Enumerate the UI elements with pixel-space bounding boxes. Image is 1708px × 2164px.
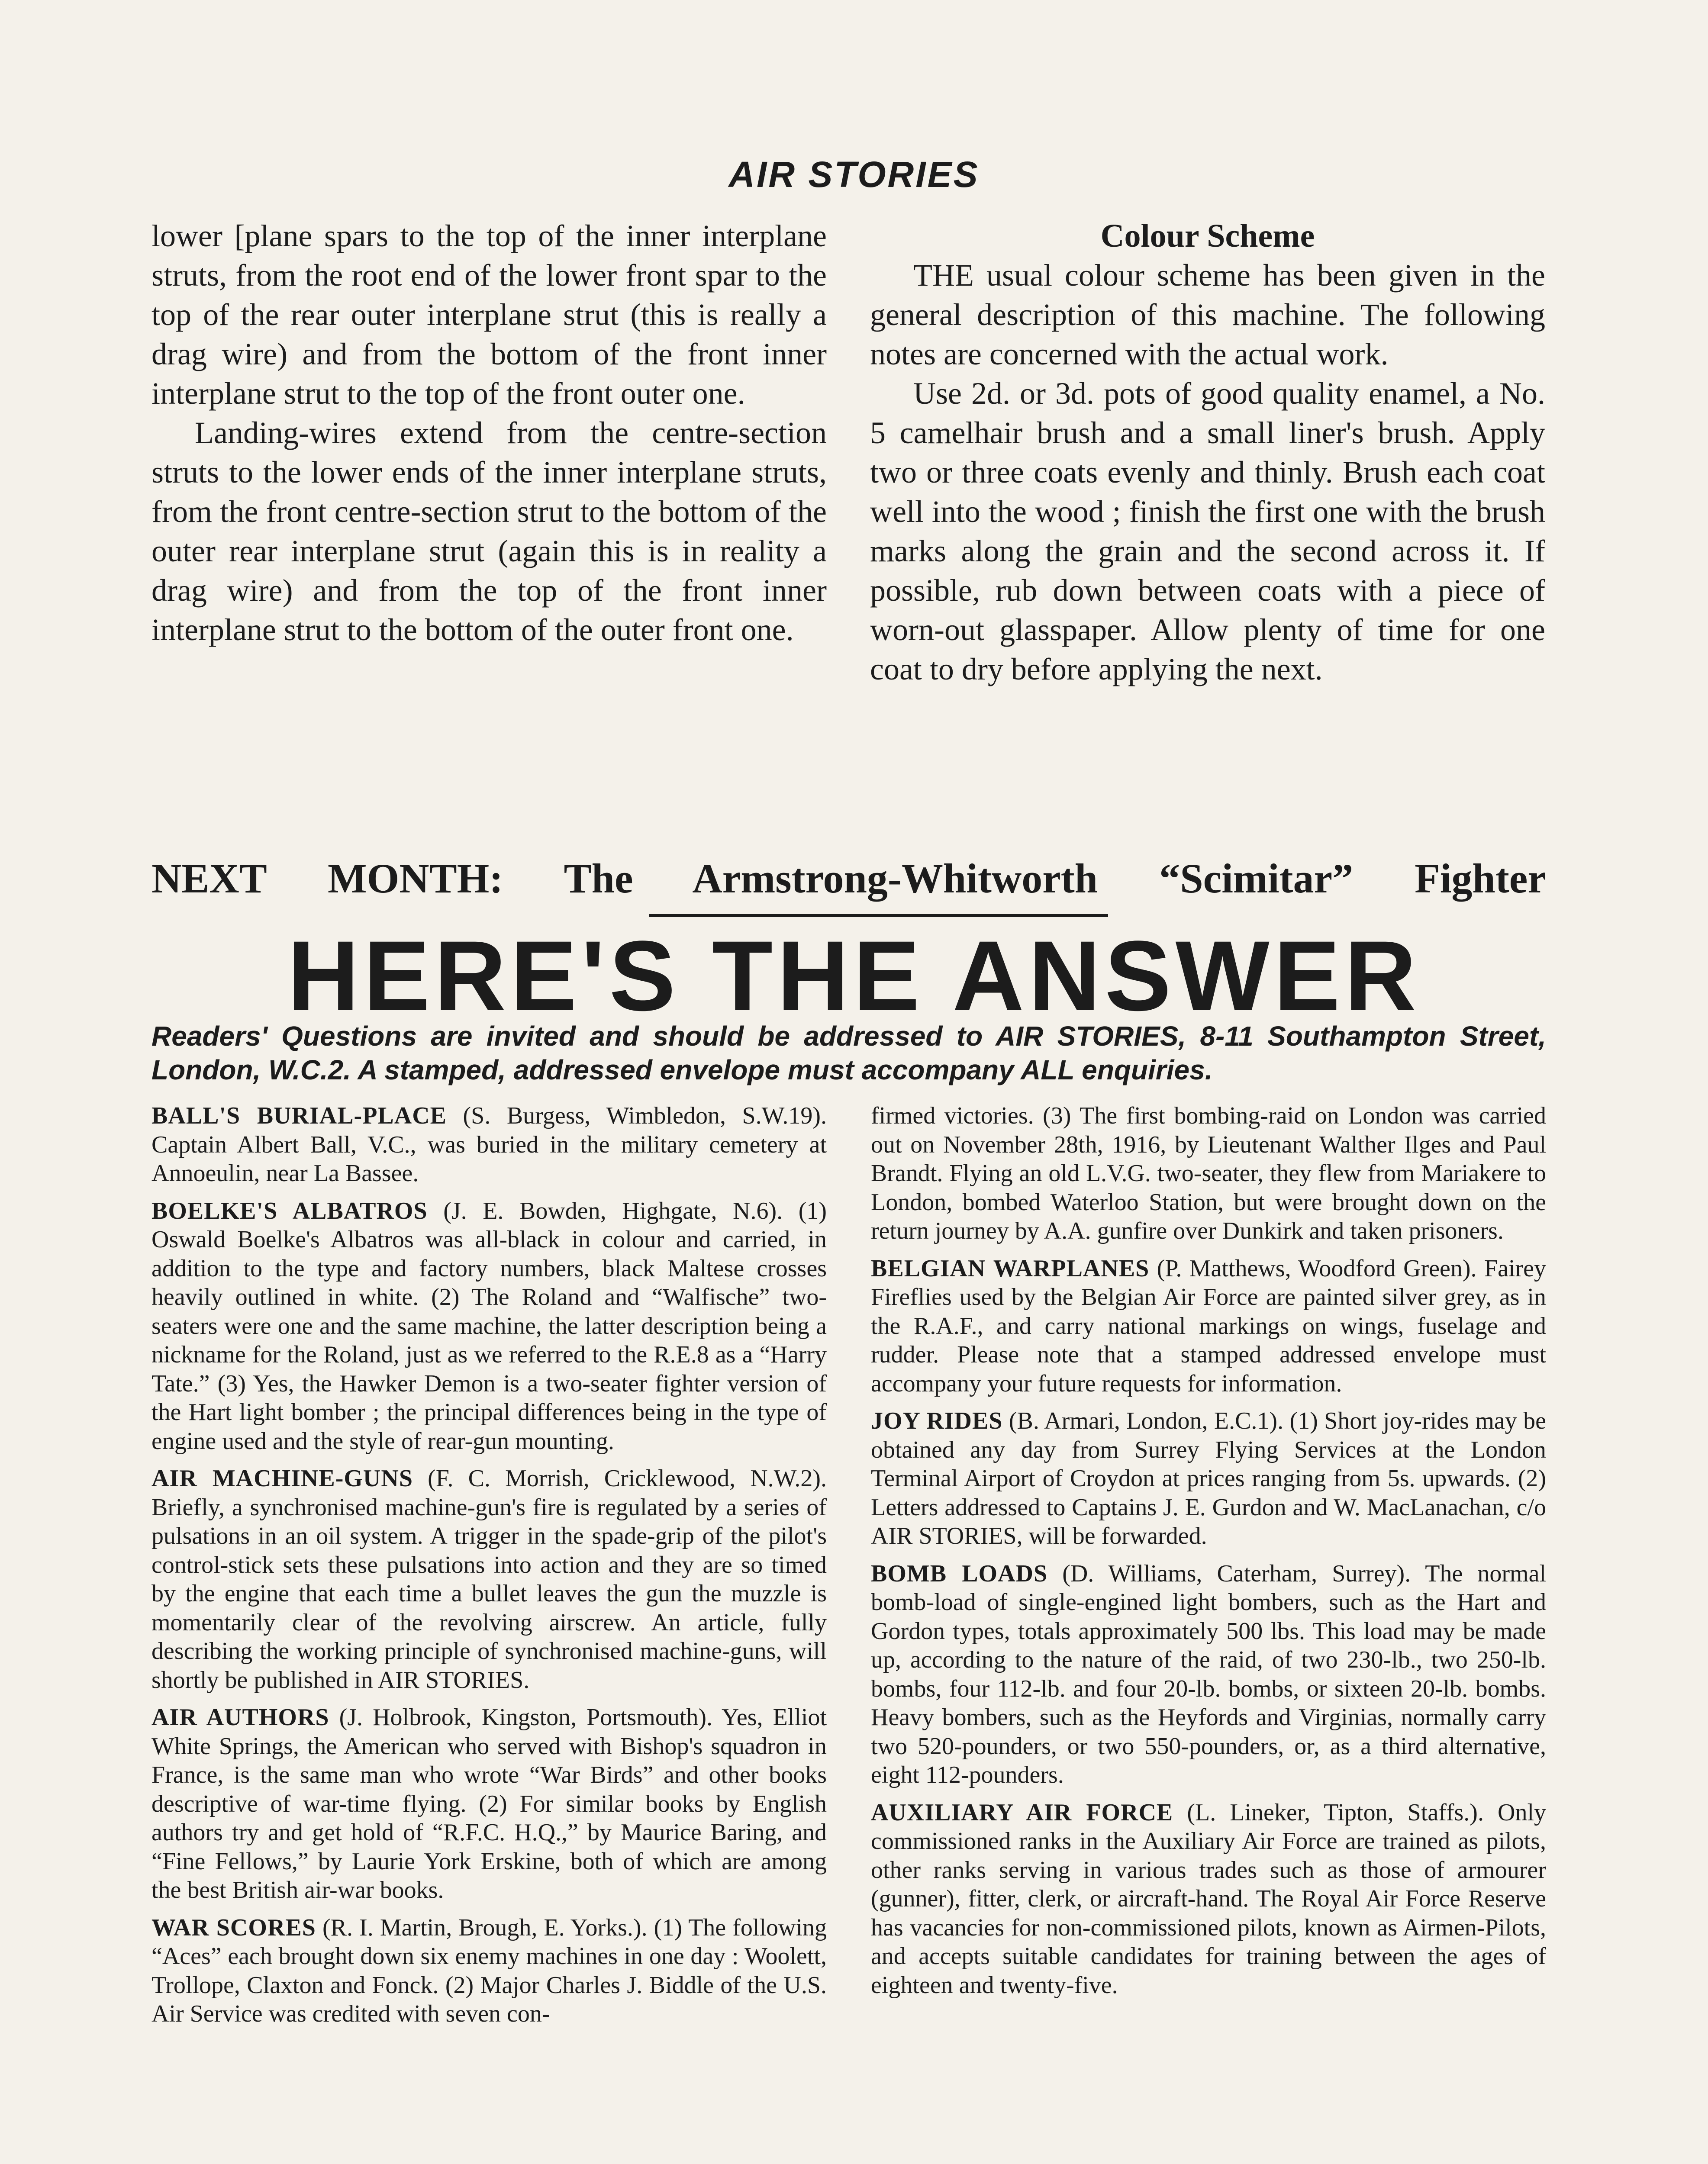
answer-heading: BELGIAN WARPLANES	[871, 1255, 1150, 1282]
article-paragraph: lower [plane spars to the top of the inner interplane struts, from the root end of the lower front spar to the top of the rear outer interplane strut (this is really a drag wire) and from the bottom of the front inner interplane strut to the top of the front outer one.	[151, 219, 827, 411]
answer-item	[151, 1913, 827, 2029]
article-paragraph: Landing-wires extend from the centre-section struts to the lower ends of the inner interplane struts, from the front centre-section strut to the bottom of the outer rear interplane strut (again this is in reality a drag wire) and from the top of the front inner interplane strut to the bottom of the outer front one.	[151, 415, 827, 647]
article-paragraph: Use 2d. or 3d. pots of good quality enamel, a No. 5 camelhair brush and a small liner's brush. Apply two or three coats evenly and thinly. Brush each coat well into the wood ; finish the first one with the brush marks along the grain and the second across it. If possible, rub down between coats with a piece of worn-out glasspaper. Allow plenty of time for one coat to dry before applying the next.	[870, 376, 1545, 686]
answer-item	[151, 1703, 827, 1905]
next-month-banner: NEXT MONTH: The Armstrong-Whitworth “Scimitar” Fighter	[151, 855, 1546, 902]
answer-heading: AUXILIARY AIR FORCE	[871, 1799, 1173, 1826]
answer-item	[871, 1254, 1546, 1398]
answer-body: (S. Burgess, Wimbledon, S.W.19). Captain Albert Ball, V.C., was buried in the military cemetery at Annoeulin, near La Bassee.	[151, 1102, 827, 1187]
running-title: AIR STORIES	[728, 154, 980, 195]
section-heading: Colour Scheme	[1100, 218, 1315, 254]
answers-left-column	[151, 1101, 827, 2037]
answer-heading: JOY RIDES	[871, 1407, 1003, 1434]
answer-item	[151, 1464, 827, 1694]
answer-body: (R. I. Martin, Brough, E. Yorks.). (1) The following “Aces” each brought down six enemy machines in one day : Woolett, Trollope, Claxton and Fonck. (2) Major Charles J. Biddle of the U.S. Air Service was credited with seven con-	[151, 1914, 827, 2027]
divider-rule	[649, 914, 1108, 917]
answer-body: (J. Holbrook, Kingston, Portsmouth). Yes, Elliot White Springs, the American who served with Bishop's squadron in France, is the same man who wrote “War Birds” and other books descriptive of war-time flying. (2) For similar books by English authors try and get hold of “R.F.C. H.Q.,” by Maurice Baring, and “Fine Fellows,” by Laurie York Erskine, both of which are among the best British air-war books.	[151, 1704, 827, 1903]
answer-body: (B. Armari, London, E.C.1). (1) Short joy-rides may be obtained any day from Surrey Flying Services at the London Terminal Airport of Croydon at prices ranging from 5s. upwards. (2) Letters addressed to Captains J. E. Gurdon and W. MacLanachan, c/o AIR STORIES, will be forwarded.	[871, 1407, 1547, 1549]
answer-heading: BOELKE'S ALBATROS	[151, 1197, 428, 1224]
article-left-column	[151, 216, 827, 650]
answer-heading: WAR SCORES	[151, 1914, 316, 1941]
article-paragraph: THE usual colour scheme has been given in the general description of this machine. The following notes are concerned with the actual work.	[870, 258, 1545, 371]
answer-item	[871, 1798, 1546, 2000]
article-right-column	[870, 216, 1545, 689]
answer-heading: AIR AUTHORS	[151, 1704, 329, 1731]
answers-intro: Readers' Questions are invited and should be addressed to AIR STORIES, 8-11 Southampton Street, London, W.C.2. A stamped, addressed envelope must accompany ALL enquiries.	[151, 1021, 1546, 1085]
answer-heading: BALL'S BURIAL-PLACE	[151, 1102, 447, 1129]
answer-continuation: firmed victories. (3) The first bombing-raid on London was carried out on November 28th, 1916, by Lieutenant Walther Ilges and Paul Brandt. Flying an old L.V.G. two-seater, they flew from Mariakere to London, bombed Waterloo Station, but were brought down on the return journey by A.A. gunfire over Dunkirk and taken prisoners.	[871, 1102, 1546, 1244]
answer-item	[151, 1101, 827, 1188]
answer-item	[871, 1407, 1546, 1551]
answer-body: (L. Lineker, Tipton, Staffs.). Only commissioned ranks in the Auxiliary Air Force are trained as pilots, other ranks serving in various trades such as those of armourer (gunner), fitter, clerk, or aircraft-hand. The Royal Air Force Reserve has vacancies for non-commissioned pilots, known as Airmen-Pilots, and accepts suitable candidates for training between the ages of eighteen and twenty-five.	[871, 1799, 1547, 1999]
answer-body: (J. E. Bowden, Highgate, N.6). (1) Oswald Boelke's Albatros was all-black in colour and carried, in addition to the type and factory numbers, black Maltese crosses heavily outlined in white. (2) The Roland and “Walfische” two-seaters were one and the same machine, the latter description being a nickname for the Roland, just as we referred to the R.E.8 as a “Harry Tate.” (3) Yes, the Hawker Demon is a two-seater fighter version of the Hart light bomber ; the principal differences being in the type of engine used and the style of rear-gun mounting.	[151, 1197, 827, 1455]
answer-item	[871, 1559, 1546, 1790]
answer-heading: BOMB LOADS	[871, 1560, 1048, 1587]
answer-heading: AIR MACHINE-GUNS	[151, 1465, 413, 1492]
answers-title: HERE'S THE ANSWER	[287, 920, 1421, 1031]
answers-right-column	[871, 1101, 1546, 2008]
answer-body: (P. Matthews, Woodford Green). Fairey Fireflies used by the Belgian Air Force are painted silver grey, as in the R.A.F., and carry national markings on wings, fuselage and rudder. Please note that a stamped addressed envelope must accompany your future requests for information.	[871, 1255, 1547, 1397]
answer-body: (D. Williams, Caterham, Surrey). The normal bomb-load of single-engined light bombers, such as the Hart and Gordon types, totals approximately 500 lbs. This load may be made up, according to the nature of the raid, of two 230-lb., two 250-lb. bombs, four 112-lb. and four 20-lb. bombs, or sixteen 20-lb. bombs. Heavy bombers, such as the Heyfords and Virginias, normally carry two 520-pounders, or two 550-pounders, or, as a third alternative, eight 112-pounders.	[871, 1560, 1547, 1788]
answer-item	[151, 1197, 827, 1456]
answer-body: (F. C. Morrish, Cricklewood, N.W.2). Briefly, a synchronised machine-gun's fire is regulated by a series of pulsations in an oil system. A trigger in the spade-grip of the pilot's control-stick sets these pulsations into action and they are so timed by the engine that each time a bullet leaves the gun the muzzle is momentarily clear of the revolving airscrew. An article, fully describing the working principle of synchronised machine-guns, will shortly be published in AIR STORIES.	[151, 1465, 827, 1694]
